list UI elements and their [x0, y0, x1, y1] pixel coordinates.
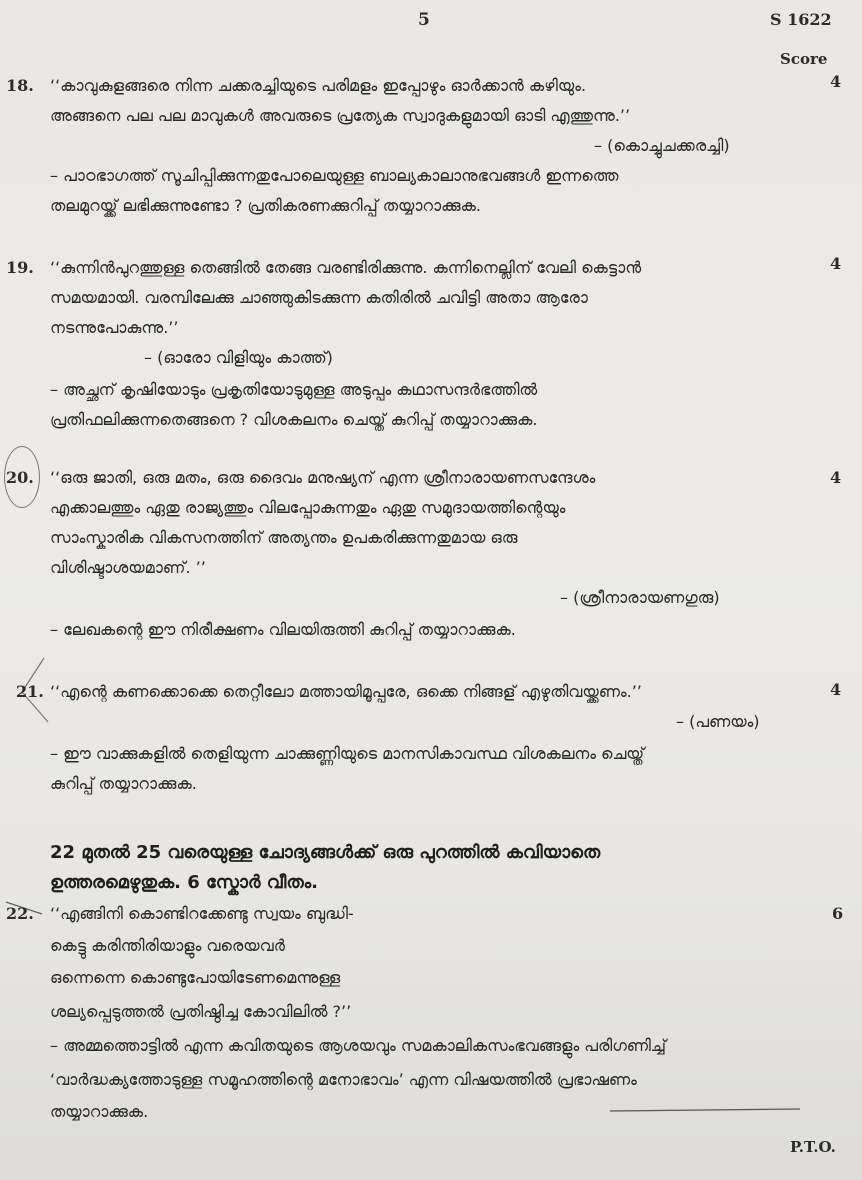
question-19-line-3: നടന്നുപോകുന്നു.’’: [50, 318, 179, 337]
page-turn-over: P.T.O.: [790, 1138, 836, 1156]
question-20-source: – (ശ്രീനാരായണഗുരു): [560, 588, 720, 607]
question-22-line-6: ‘വാർദ്ധക്യത്തോടുള്ള സമൂഹത്തിന്റെ മനോഭാവം’ എന്ന വിഷയത്തിൽ പ്രഭാഷണം: [50, 1070, 637, 1089]
question-20-line-2: എക്കാലത്തും ഏതു രാജ്യത്തും വിലപ്പോകുന്നതും ഏതു സമുദായത്തിന്റെയും: [50, 498, 566, 517]
question-20-marks: 4: [830, 468, 842, 487]
section-instruction-line-2: ഉത്തരമെഴുതുക. 6 സ്കോർ വീതം.: [50, 872, 319, 893]
question-19-line-2: സമയമായി. വരമ്പിലേക്കു ചാഞ്ഞുകിടക്കുന്ന കതിരിൽ ചവിട്ടി അതാ ആരോ: [50, 288, 588, 307]
question-20-number: 20.: [6, 468, 34, 487]
page-number: 5: [418, 10, 430, 30]
question-21-line-1: ‘‘എന്റെ കണക്കൊക്കെ തെറ്റീലോ മത്തായിമൂപ്പരേ, ഒക്കെ നിങ്ങള് എഴുതിവയ്ക്കണം.’’: [50, 682, 642, 701]
question-20-line-3: സാംസ്കാരിക വികസനത്തിന് അത്യന്തം ഉപകരിക്കുന്നതുമായ ഒരു: [50, 528, 518, 547]
score-column-header: Score: [780, 50, 828, 68]
question-20-line-4: വിശിഷ്ടാശയമാണ്. ’’: [50, 558, 206, 577]
question-22-marks: 6: [832, 904, 844, 923]
question-22-line-4: ശല്യപ്പെടുത്തൽ പ്രതിഷ്ഠിച്ച കോവിലിൽ ?’’: [50, 1002, 352, 1021]
question-22-number: 22.: [6, 904, 34, 923]
question-19-number: 19.: [6, 258, 34, 277]
question-22-line-1: ‘‘എങ്ങിനി കൊണ്ടിറക്കേണ്ടു സ്വയം ബുദ്ധി-: [50, 904, 354, 923]
question-21-source: – (പണയം): [676, 712, 760, 731]
question-22-line-7: തയ്യാറാക്കുക.: [50, 1102, 149, 1121]
question-19-line-4: – അച്ഛന് കൃഷിയോടും പ്രകൃതിയോടുമുള്ള അടുപ്പം കഥാസന്ദർഭത്തിൽ: [50, 380, 538, 399]
question-18-line-4: തലമുറയ്ക്ക് ലഭിക്കുന്നുണ്ടോ ? പ്രതികരണക്കുറിപ്പ് തയ്യാറാക്കുക.: [50, 196, 481, 215]
question-21-line-2: – ഈ വാക്കുകളിൽ തെളിയുന്ന ചാക്കുണ്ണിയുടെ മാനസികാവസ്ഥ വിശകലനം ചെയ്ത്: [50, 744, 645, 763]
question-18-marks: 4: [830, 72, 842, 91]
question-18-line-3: – പാഠഭാഗത്ത് സൂചിപ്പിക്കുന്നതുപോലെയുള്ള ബാല്യകാലാനുഭവങ്ങൾ ഇന്നത്തെ: [50, 166, 619, 185]
question-18-line-2: അങ്ങനെ പല പല മാവുകൾ അവരുടെ പ്രത്യേക സ്വാദുകളുമായി ഓടി എത്തുന്നു.’’: [50, 106, 631, 125]
question-22-line-5: – അമ്മത്തൊട്ടിൽ എന്ന കവിതയുടെ ആശയവും സമകാലികസംഭവങ്ങളും പരിഗണിച്ച്: [50, 1036, 666, 1055]
paper-code: S 1622: [770, 10, 832, 29]
hand-underline: [440, 1097, 810, 1127]
question-20-line-1: ‘‘ഒരു ജാതി, ഒരു മതം, ഒരു ദൈവം മനുഷ്യന് എന്ന ശ്രീനാരായണസന്ദേശം: [50, 468, 596, 487]
question-21-marks: 4: [830, 680, 842, 699]
question-18-number: 18.: [6, 76, 34, 95]
section-instruction-line-1: 22 മുതൽ 25 വരെയുള്ള ചോദ്യങ്ങൾക്ക് ഒരു പുറത്തിൽ കവിയാതെ: [50, 842, 601, 863]
question-18-source: – (കൊച്ചുചക്കരച്ചി): [594, 136, 730, 155]
question-19-source: – (ഓരോ വിളിയും കാത്ത്): [144, 348, 333, 367]
question-22-line-3: ഒന്നെന്നെ കൊണ്ടുപോയിടേണമെന്നുള്ള: [50, 968, 341, 987]
question-21-number: 21.: [16, 682, 44, 701]
question-19-line-5: പ്രതിഫലിക്കുന്നതെങ്ങനെ ? വിശകലനം ചെയ്ത് കുറിപ്പ് തയ്യാറാക്കുക.: [50, 410, 538, 429]
question-19-marks: 4: [830, 254, 842, 273]
question-19-line-1: ‘‘കുന്നിൻപുറത്തുള്ള തെങ്ങിൽ തേങ്ങ വരണ്ടിരിക്കുന്നു. കന്നിനെല്ലിന് വേലി കെട്ടാൻ: [50, 258, 642, 277]
question-18-line-1: ‘‘കാവുകുളങ്ങരെ നിന്ന ചക്കരച്ചിയുടെ പരിമളം ഇപ്പോഴും ഓർക്കാൻ കഴിയും.: [50, 76, 587, 95]
question-21-line-3: കുറിപ്പ് തയ്യാറാക്കുക.: [50, 774, 197, 793]
question-22-line-2: കെട്ടു കരിന്തിരിയാളും വരെയവർ: [50, 936, 285, 955]
question-20-line-5: – ലേഖകന്റെ ഈ നിരീക്ഷണം വിലയിരുത്തി കുറിപ്പ് തയ്യാറാക്കുക.: [50, 620, 516, 639]
